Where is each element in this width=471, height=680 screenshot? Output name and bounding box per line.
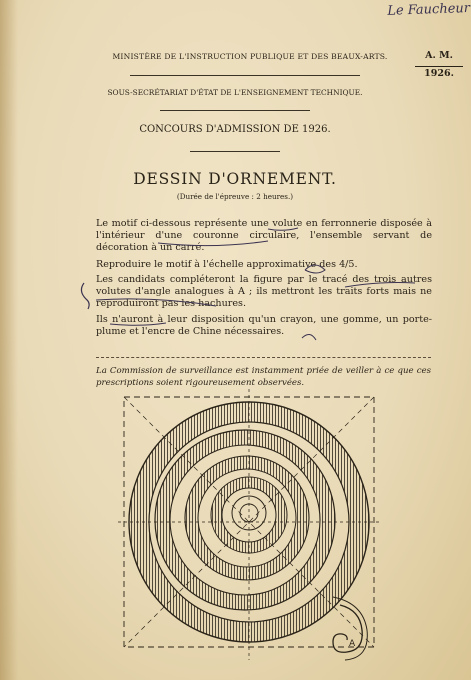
exam-duration: (Durée de l'épreuve : 2 heures.)	[176, 192, 294, 201]
subject-title: DESSIN D'ORNEMENT.	[133, 170, 337, 188]
document-year: 1926.	[415, 66, 463, 79]
header-divider	[130, 75, 360, 76]
instruction-paragraph: Le motif ci-dessous représente une volute en ferronnerie disposée à l'intérieur d'une couronne circulaire, l'ensemble servant de décoration à un carré.	[96, 218, 432, 254]
document-code: A. M.	[425, 50, 453, 61]
contest-title: CONCOURS D'ADMISSION DE 1926.	[139, 124, 331, 135]
instruction-paragraph: Les candidats compléteront la figure par le tracé des trois autres volutes d'angle analogues à A ; ils mettront les traits forts mais ne reproduiront pas les hachures.	[96, 274, 432, 310]
volute-figure	[118, 385, 418, 677]
corner-volute	[333, 597, 367, 660]
subsecretariat-header: SOUS-SECRÉTARIAT D'ÉTAT DE L'ENSEIGNEMENT TECHNIQUE.	[107, 88, 363, 97]
paper-stain	[0, 0, 18, 680]
instruction-paragraph: Reproduire le motif à l'échelle approximative des 4/5.	[96, 259, 358, 270]
volute-label-a: A	[349, 639, 356, 649]
title-divider	[190, 151, 280, 152]
pencil-margin-mark	[81, 283, 89, 309]
ministry-header: MINISTÈRE DE L'INSTRUCTION PUBLIQUE ET DES BEAUX-ARTS.	[112, 52, 388, 61]
note-divider	[96, 357, 431, 358]
instruction-paragraph: Ils n'auront à leur disposition qu'un crayon, une gomme, un porte-plume et l'encre de Chine nécessaires.	[96, 314, 432, 338]
supervision-note: La Commission de surveillance est instamment priée de veiller à ce que ces prescriptions soient rigoureusement observées.	[96, 366, 431, 388]
volute-spiral	[155, 430, 335, 610]
subheader-divider	[160, 110, 310, 111]
handwritten-name: Le Faucheur	[387, 0, 471, 19]
